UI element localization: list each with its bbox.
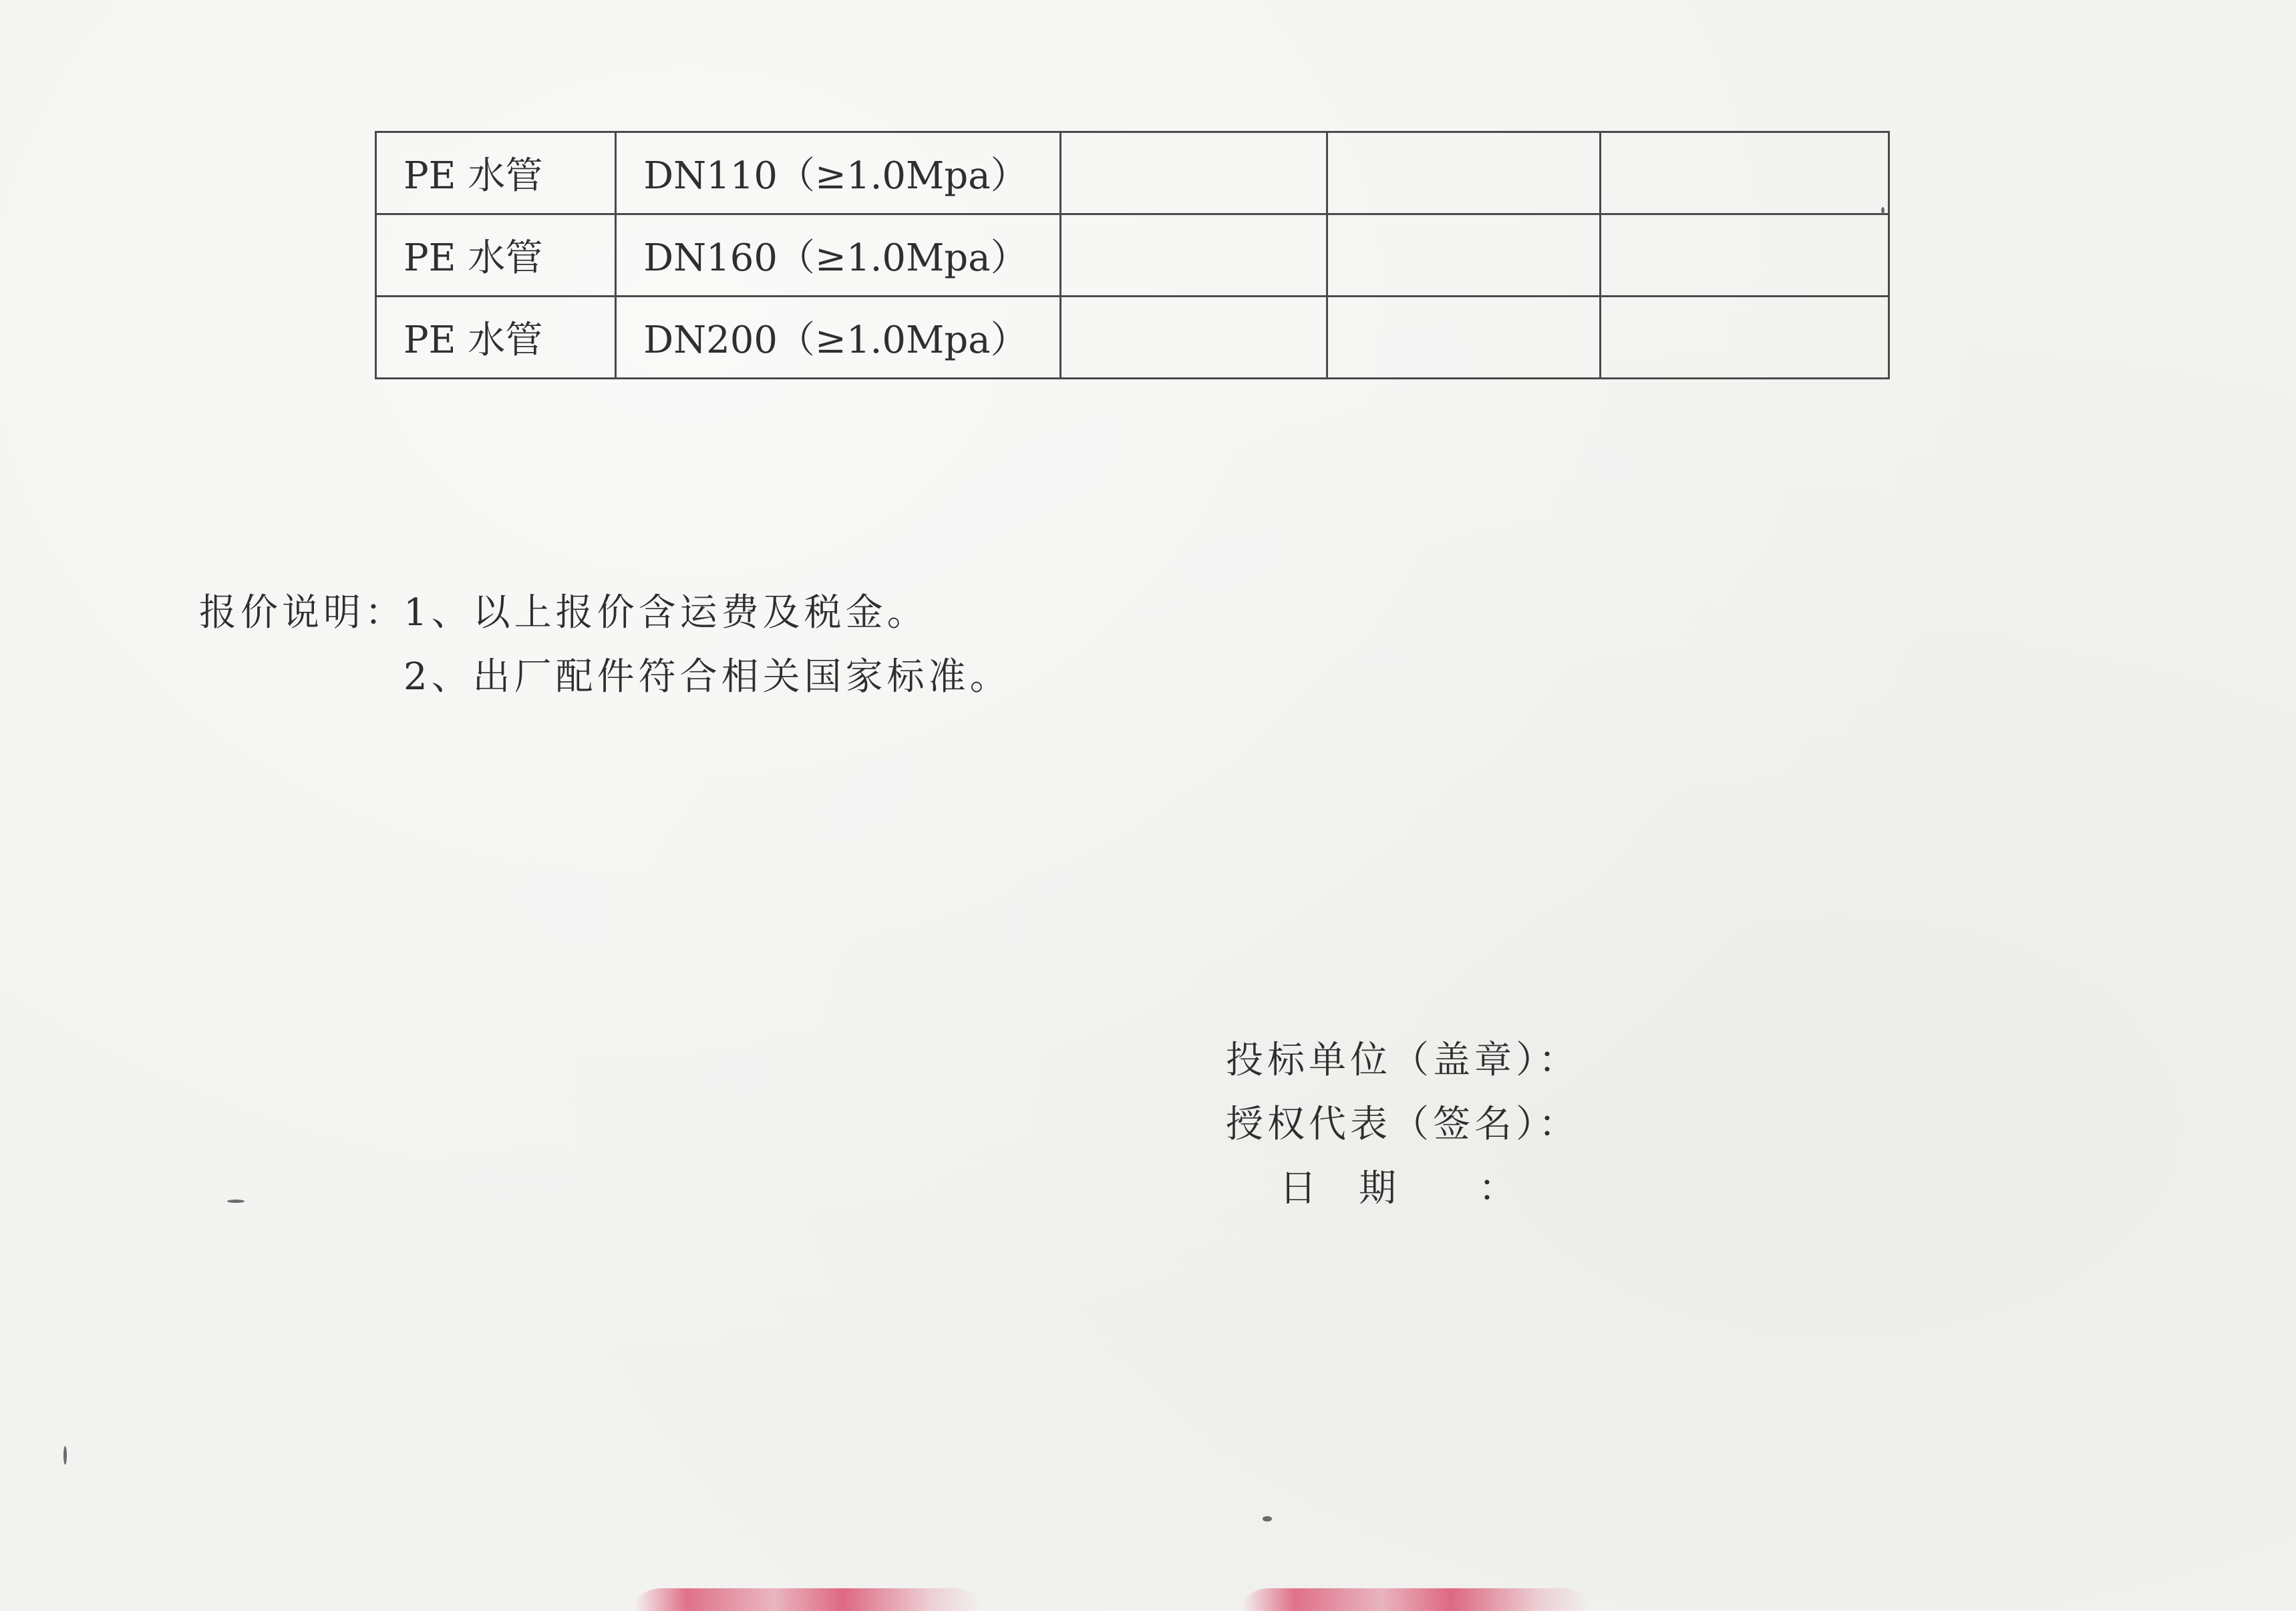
- quote-notes: [199, 581, 1011, 709]
- empty-cell: [1601, 297, 1889, 379]
- note-line: [199, 581, 1011, 645]
- stamp-fragment: [635, 1588, 982, 1611]
- note-item: 1、以上报价含运费及税金。: [403, 591, 929, 635]
- empty-cell: [1601, 214, 1889, 297]
- note-item: 2、出厂配件符合相关国家标准。: [403, 655, 1011, 699]
- representative-label: 授权代表（签名）：: [1226, 1103, 1580, 1146]
- spec-table: [375, 131, 1890, 379]
- signature-block: [1226, 1029, 1580, 1221]
- scan-speck: [1881, 207, 1884, 214]
- bidder-line: [1226, 1029, 1580, 1093]
- date-colon: ：: [1478, 1167, 1520, 1210]
- empty-cell: [1327, 132, 1601, 214]
- table-row: [376, 297, 1889, 379]
- item-name-cell: PE 水管: [376, 132, 616, 214]
- item-name-cell: PE 水管: [376, 297, 616, 379]
- bidder-label: 投标单位（盖章）：: [1226, 1039, 1580, 1082]
- empty-cell: [1061, 297, 1327, 379]
- item-spec-cell: DN160（≥1.0Mpa）: [616, 214, 1061, 297]
- empty-cell: [1327, 297, 1601, 379]
- item-name-cell: PE 水管: [376, 214, 616, 297]
- date-char: 期: [1359, 1167, 1400, 1210]
- scan-speck: [63, 1446, 67, 1465]
- stamp-fragment: [1243, 1588, 1590, 1611]
- note-indent: [199, 645, 403, 709]
- table-row: [376, 214, 1889, 297]
- scan-speck: [227, 1200, 244, 1203]
- empty-cell: [1601, 132, 1889, 214]
- table-row: [376, 132, 1889, 214]
- empty-cell: [1327, 214, 1601, 297]
- notes-label: 报价说明：: [199, 591, 406, 635]
- scan-speck: [1263, 1516, 1272, 1522]
- empty-cell: [1061, 214, 1327, 297]
- date-char: 日: [1279, 1167, 1321, 1210]
- empty-cell: [1061, 132, 1327, 214]
- item-spec-cell: DN200（≥1.0Mpa）: [616, 297, 1061, 379]
- note-line: [199, 645, 1011, 709]
- item-spec-cell: DN110（≥1.0Mpa）: [616, 132, 1061, 214]
- date-line: [1226, 1157, 1580, 1221]
- representative-line: [1226, 1093, 1580, 1157]
- date-label: [1226, 1157, 1520, 1221]
